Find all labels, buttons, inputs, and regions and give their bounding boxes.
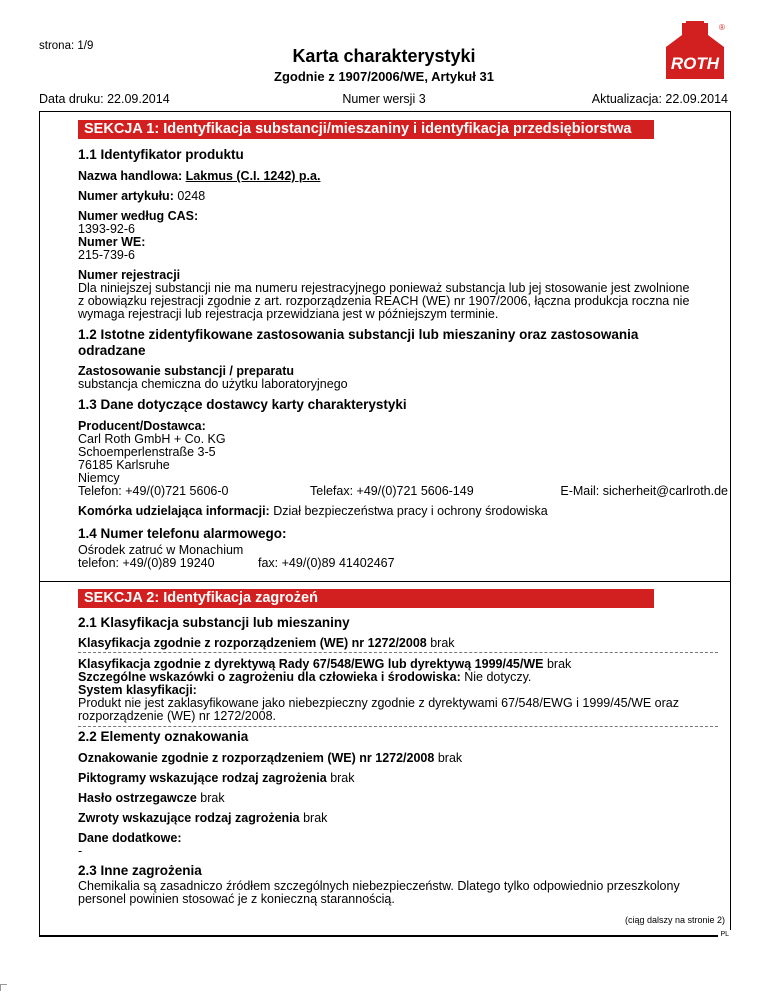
other-hazards-text-1: Chemikalia są zasadniczo źródłem szczególnych niebezpieczeństw. Dlatego tylko odpowiednio przeszkolony: [78, 879, 680, 893]
crop-mark: [0, 984, 7, 991]
dsd-classification: [78, 657, 718, 671]
dsd-label: Klasyfikacja zgodnie z dyrektywą Rady 67/548/EWG lub dyrektywą 1999/45/WE: [78, 657, 544, 671]
label-clp-label: Oznakowanie zgodnie z rozporządzeniem (WE) nr 1272/2008: [78, 751, 435, 765]
article-value: 0248: [177, 189, 206, 203]
clp-classification: [78, 636, 718, 650]
trade-name-label: Nazwa handlowa:: [78, 169, 183, 183]
clp-value: brak: [430, 636, 455, 650]
section-divider: [39, 581, 731, 582]
email[interactable]: E-Mail: sicherheit@carlroth.de: [560, 484, 728, 498]
document-title: Karta charakterystyki: [292, 46, 476, 66]
hphrases-value: brak: [303, 811, 328, 825]
registered-symbol: ®: [719, 23, 725, 32]
registration-label: Numer rejestracji: [78, 268, 181, 282]
language-tag: PL: [720, 931, 729, 938]
section-2-title: SEKCJA 2: Identyfikacja zagrożeń: [78, 589, 654, 608]
s22-heading: 2.2 Elementy oznakowania: [78, 729, 249, 744]
continued-note: (ciąg dalszy na stronie 2): [624, 915, 725, 925]
registration-text-1: Dla niniejszej substancji nie ma numeru rejestracyjnego ponieważ substancja lub jej stosowanie jest zwolnione: [78, 281, 690, 295]
pictograms-label: Piktogramy wskazujące rodzaj zagrożenia: [78, 771, 327, 785]
fax: Telefax: +49/(0)721 5606-149: [310, 484, 474, 498]
document-subtitle: Zgodnie z 1907/2006/WE, Artykuł 31: [274, 69, 494, 84]
update-date: Aktualizacja: 22.09.2014: [591, 92, 728, 106]
producer-name: Carl Roth GmbH + Co. KG: [78, 432, 226, 446]
footer-rule: [39, 936, 731, 937]
dashed-separator: [78, 652, 718, 653]
cas-label: Numer według CAS:: [78, 209, 199, 223]
producer-label: Producent/Dostawca:: [78, 419, 206, 433]
producer-country: Niemcy: [78, 471, 120, 485]
clp-label: Klasyfikacja zgodnie z rozporządzeniem (WE) nr 1272/2008: [78, 636, 427, 650]
label-clp-value: brak: [437, 751, 463, 765]
s14-heading: 1.4 Numer telefonu alarmowego:: [78, 526, 287, 541]
producer-street: Schoemperlenstraße 3-5: [78, 445, 216, 459]
hazard-notes: [78, 670, 718, 684]
article-label: Numer artykułu:: [78, 189, 174, 203]
we-label: Numer WE:: [78, 235, 146, 249]
hazard-label: Szczególne wskazówki o zagrożeniu dla człowieka i środowiska:: [78, 670, 461, 684]
version-number: Numer wersji 3: [342, 92, 426, 106]
system-text-2: rozporządzenie (WE) nr 1272/2008.: [78, 709, 277, 723]
s13-heading: 1.3 Dane dotyczące dostawcy karty charakterystyki: [78, 397, 407, 412]
s23-heading: 2.3 Inne zagrożenia: [78, 863, 202, 878]
additional-value: -: [78, 844, 83, 858]
dashed-separator: [78, 726, 718, 727]
trade-name-value: Lakmus (C.I. 1242) p.a.: [185, 169, 321, 183]
registration-text-3: wymaga rejestracji lub rejestracja przewidziana jest w późniejszym terminie.: [78, 307, 499, 321]
we-value: 215-739-6: [78, 248, 135, 262]
roth-logo: [660, 21, 730, 81]
registration-text-2: z obowiązku rejestracji zgodnie z art. rozporządzenia REACH (WE) nr 1907/2006, łączna produkcja roczna nie: [78, 294, 690, 308]
signal-label: Hasło ostrzegawcze: [78, 791, 197, 805]
other-hazards-text-2: personel powinien stosować je z konieczną starannością.: [78, 892, 395, 906]
print-date: Data druku: 22.09.2014: [39, 92, 170, 106]
phone: Telefon: +49/(0)721 5606-0: [78, 484, 229, 498]
pictograms-value: brak: [330, 771, 355, 785]
hazard-phrases: [78, 811, 718, 825]
pictograms: [78, 771, 718, 785]
hphrases-label: Zwroty wskazujące rodzaj zagrożenia: [78, 811, 300, 825]
system-text-1: Produkt nie jest zaklasyfikowane jako niebezpieczny zgodnie z dyrektywami 67/548/EWG i 1999/45/WE oraz: [78, 696, 679, 710]
s12-heading-line-1: 1.2 Istotne zidentyfikowane zastosowania substancji lub mieszaniny oraz zastosowania: [78, 327, 639, 342]
system-label: System klasyfikacji:: [78, 683, 197, 697]
cas-value: 1393-92-6: [78, 222, 135, 236]
page-number: strona: 1/9: [39, 40, 94, 52]
s21-heading: 2.1 Klasyfikacja substancji lub mieszaniny: [78, 615, 350, 630]
emergency-phone: telefon: +49/(0)89 19240: [78, 556, 215, 570]
logo-text: ROTH: [670, 54, 720, 73]
signal-value: brak: [200, 791, 225, 805]
use-value: substancja chemiczna do użytku laboratoryjnego: [78, 377, 348, 391]
section-1-title: SEKCJA 1: Identyfikacja substancji/mieszaniny i identyfikacja przedsiębiorstwa: [78, 120, 654, 139]
signal-word: [78, 791, 718, 805]
additional-label: Dane dodatkowe:: [78, 831, 182, 845]
emergency-fax: fax: +49/(0)89 41402467: [258, 556, 395, 570]
article-number: [78, 189, 718, 203]
use-label: Zastosowanie substancji / preparatu: [78, 364, 295, 378]
dsd-value: brak: [546, 657, 572, 671]
info-label: Komórka udzielająca informacji:: [78, 504, 270, 518]
info-value: Dział bezpieczeństwa pracy i ochrony środowiska: [273, 504, 548, 518]
label-clp: [78, 751, 718, 765]
trade-name: [78, 169, 718, 183]
producer-city: 76185 Karlsruhe: [78, 458, 170, 472]
s11-heading: 1.1 Identyfikator produktu: [78, 147, 244, 162]
info-department: [78, 504, 718, 518]
emergency-center: Ośrodek zatruć w Monachium: [78, 543, 244, 557]
s12-heading-line-2: odradzane: [78, 343, 146, 358]
hazard-value: Nie dotyczy.: [464, 670, 532, 684]
